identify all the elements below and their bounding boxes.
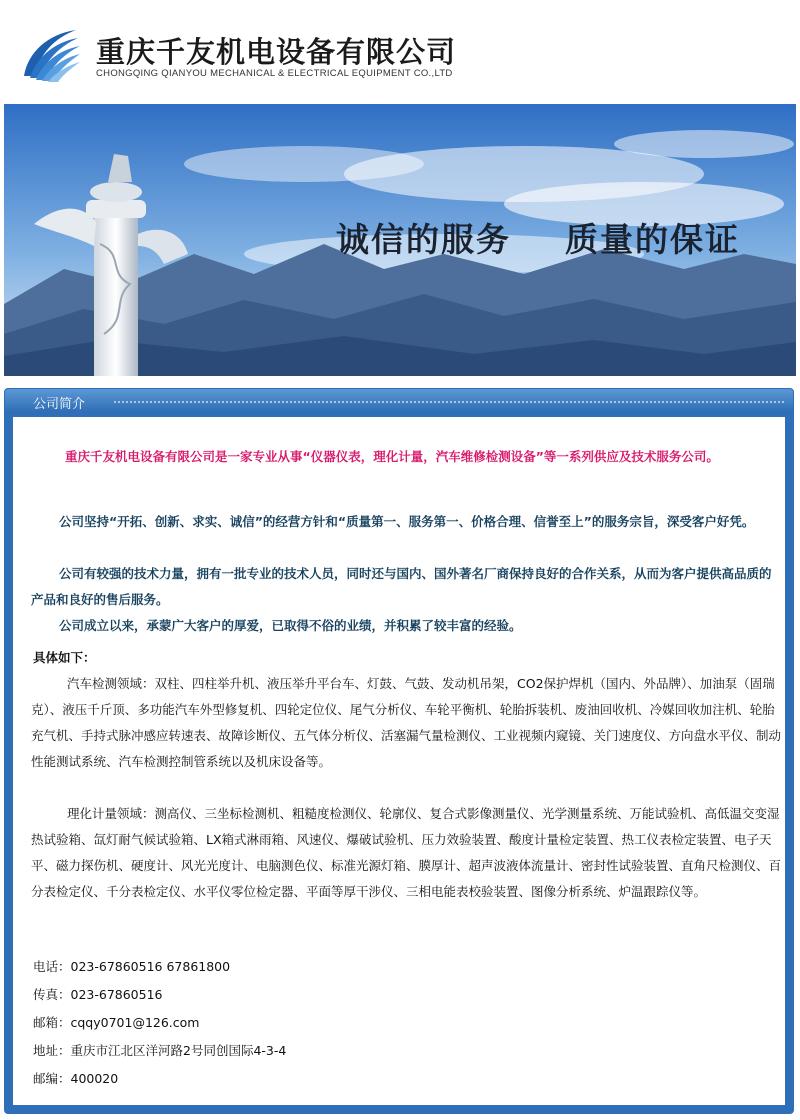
contact-phone: 电话：023-67860516 67861800 <box>33 959 231 974</box>
intro-paragraph: 公司成立以来，承蒙广大客户的厚爱，已取得不俗的业绩，并积累了较丰富的经验。 <box>59 618 522 633</box>
page-header <box>0 0 800 100</box>
intro-paragraph: 公司坚持“开拓、创新、求实、诚信”的经营方针和“质量第一、服务第一、价格合理、信誉至上”的服务宗旨，深受客户好凭。 <box>59 514 755 529</box>
contact-fax: 传真：023-67860516 <box>33 987 163 1002</box>
panel-body <box>13 417 785 1105</box>
panel-header-dots <box>113 400 785 404</box>
hero-banner <box>4 104 796 376</box>
contact-postcode: 邮编：400020 <box>33 1071 119 1086</box>
contact-address: 地址：重庆市江北区洋河路2号同创国际4-3-4 <box>33 1043 287 1058</box>
panel-title: 公司简介 <box>33 397 86 412</box>
intro-paragraph: 公司有较强的技术力量，拥有一批专业的技术人员，同时还与国内、国外著名厂商保持良好的合作关系，从而为客户提供高品质的产品和良好的售后服务。 <box>31 566 772 607</box>
detail-paragraph-metrology: 理化计量领域：测高仪、三坐标检测机、粗糙度检测仪、轮廓仪、复合式影像测量仪、光学测量系统、万能试验机、高低温交变湿热试验箱、氙灯耐气候试验箱、LX箱式淋雨箱、风速仪、爆破试验机、压力效验装置、酸度计量检定装置、热工仪表检定装置、电子天平、磁力探伤机、硬度计、风光光度计、电脑测色仪、标准光源灯箱、膜厚计、超声波液体流量计、密封性试验装置、直角尺检测仪、百分表检定仪、千分表检定仪、水平仪零位检定器、平面等厚干涉仪、三相电能表校验装置、图像分析系统、炉温跟踪仪等。 <box>31 806 782 899</box>
banner-slogan: 诚信的服务 质量的保证 <box>336 220 740 259</box>
lead-statement: 重庆千友机电设备有限公司是一家专业从事“仪器仪表，理化计量，汽车维修检测设备”等一系列供应及技术服务公司。 <box>65 449 719 464</box>
detail-paragraph-automotive: 汽车检测领域：双柱、四柱举升机、液压举升平台车、灯鼓、气鼓、发动机吊架，CO2保护焊机（国内、外品牌）、加油泵（固瑞克）、液压千斤顶、多功能汽车外型修复机、四轮定位仪、尾气分析仪、车轮平衡机、轮胎拆装机、废油回收机、冷媒回收加注机、轮胎充气机、手持式脉冲感应转速表、故障诊断仪、五气体分析仪、活塞漏气量检测仪、工业视频内窥镜、关门速度仪、方向盘水平仪、制动性能测试系统、汽车检测控制管系统以及机床设备等。 <box>31 676 782 769</box>
contact-email: 邮箱：cqqy0701@126.com <box>33 1015 200 1030</box>
company-name-cn: 重庆千友机电设备有限公司 <box>96 35 457 69</box>
details-heading: 具体如下： <box>33 650 96 665</box>
swoosh-logo-icon <box>18 24 82 84</box>
company-name-en: CHONGQING QIANYOU MECHANICAL & ELECTRICAL EQUIPMENT CO.,LTD <box>96 68 453 79</box>
panel-header <box>5 389 793 413</box>
company-profile-panel <box>4 388 794 1114</box>
